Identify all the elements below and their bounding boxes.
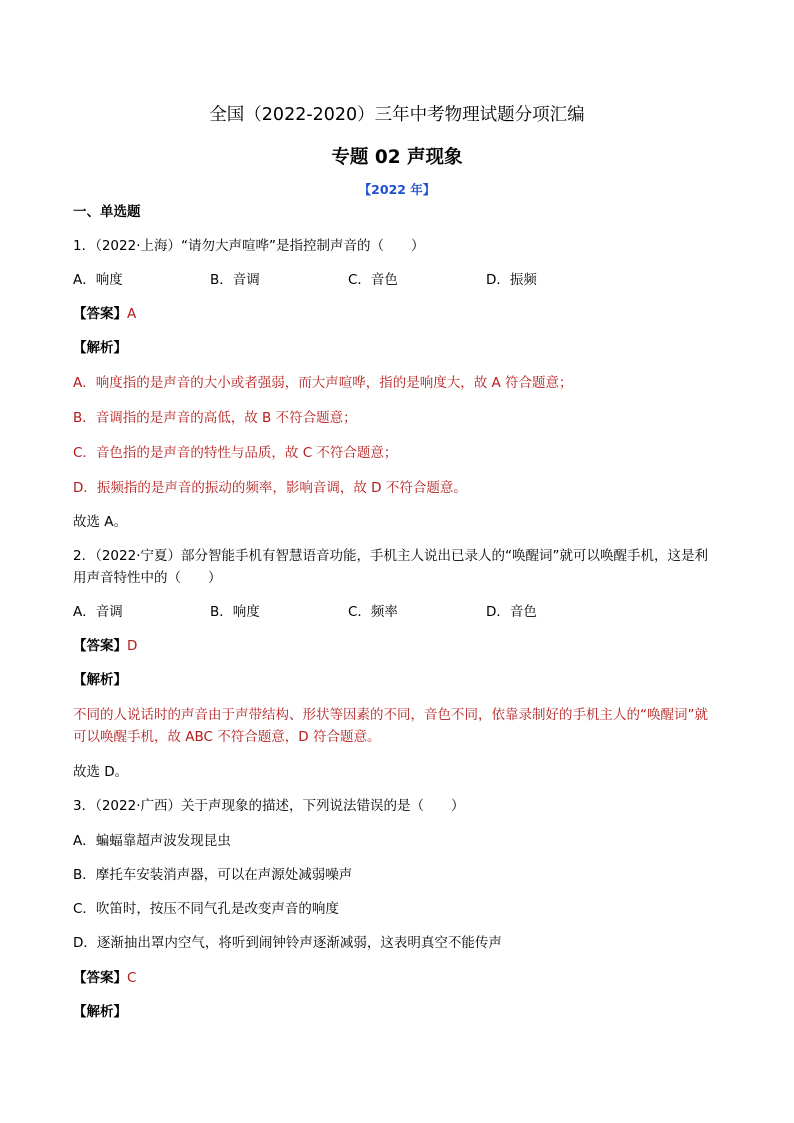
question-1-option-d: D．振频 xyxy=(486,272,537,288)
question-3-option-a: A．蝙蝠靠超声波发现昆虫 xyxy=(73,833,231,849)
year-tag: 【2022 年】 xyxy=(358,182,436,197)
question-3-stem: 3．（2022·广西）关于声现象的描述，下列说法错误的是（ ） xyxy=(73,798,465,814)
question-2-option-d: D．音色 xyxy=(486,604,537,620)
document-title: 全国（2022-2020）三年中考物理试题分项汇编 xyxy=(209,105,585,125)
question-2-stem-line: 2．（2022·宁夏）部分智能手机有智慧语音功能，手机主人说出已录人的“唤醒词”就可以唤醒手机，这是利 xyxy=(73,548,708,564)
answer-label: 【答案】 xyxy=(73,638,127,654)
question-1-analysis-line: A．响度指的是声音的大小或者强弱，而大声喧哗，指的是响度大，故 A 符合题意； xyxy=(73,375,573,391)
answer-label: 【答案】 xyxy=(73,970,127,986)
question-3-option-b: B．摩托车安装消声器，可以在声源处减弱噪声 xyxy=(73,867,353,883)
question-2-option-a: A．音调 xyxy=(73,604,123,620)
question-2-option-c: C．频率 xyxy=(348,604,398,620)
question-1-stem: 1．（2022·上海）“请勿大声喧哗”是指控制声音的（ ） xyxy=(73,238,425,254)
question-1-analysis-line: D．振频指的是声音的振动的频率，影响音调，故 D 不符合题意。 xyxy=(73,480,467,496)
question-1-option-c: C．音色 xyxy=(348,272,398,288)
answer-value: A xyxy=(127,306,137,322)
question-2-conclusion: 故选 D。 xyxy=(73,764,129,780)
question-2-analysis-label: 【解析】 xyxy=(73,672,127,688)
question-1-option-b: B．音调 xyxy=(210,272,260,288)
question-1-answer xyxy=(73,306,136,324)
question-2-analysis-line: 不同的人说话时的声音由于声带结构、形状等因素的不同，音色不同，依靠录制好的手机主人的“唤醒词”就 xyxy=(73,707,708,723)
question-3-answer xyxy=(73,970,136,988)
topic-subtitle: 专题 02 声现象 xyxy=(331,147,463,168)
question-2-option-b: B．响度 xyxy=(210,604,260,620)
question-1-analysis-label: 【解析】 xyxy=(73,340,127,356)
answer-value: D xyxy=(127,638,138,654)
question-1-option-a: A．响度 xyxy=(73,272,123,288)
answer-value: C xyxy=(127,970,137,986)
section-heading: 一、单选题 xyxy=(73,204,141,220)
question-2-answer xyxy=(73,638,137,656)
question-3-option-c: C．吹笛时，按压不同气孔是改变声音的响度 xyxy=(73,901,339,917)
question-1-conclusion: 故选 A。 xyxy=(73,514,128,530)
question-2-stem-line: 用声音特性中的（ ） xyxy=(73,570,222,586)
question-1-analysis-line: B．音调指的是声音的高低，故 B 不符合题意； xyxy=(73,410,357,426)
question-3-analysis-label: 【解析】 xyxy=(73,1004,127,1020)
question-1-analysis-line: C．音色指的是声音的特性与品质，故 C 不符合题意； xyxy=(73,445,398,461)
question-2-analysis-line: 可以唤醒手机，故 ABC 不符合题意，D 符合题意。 xyxy=(73,729,381,745)
answer-label: 【答案】 xyxy=(73,306,127,322)
question-3-option-d: D．逐渐抽出罩内空气，将听到闹钟铃声逐渐减弱，这表明真空不能传声 xyxy=(73,935,502,951)
